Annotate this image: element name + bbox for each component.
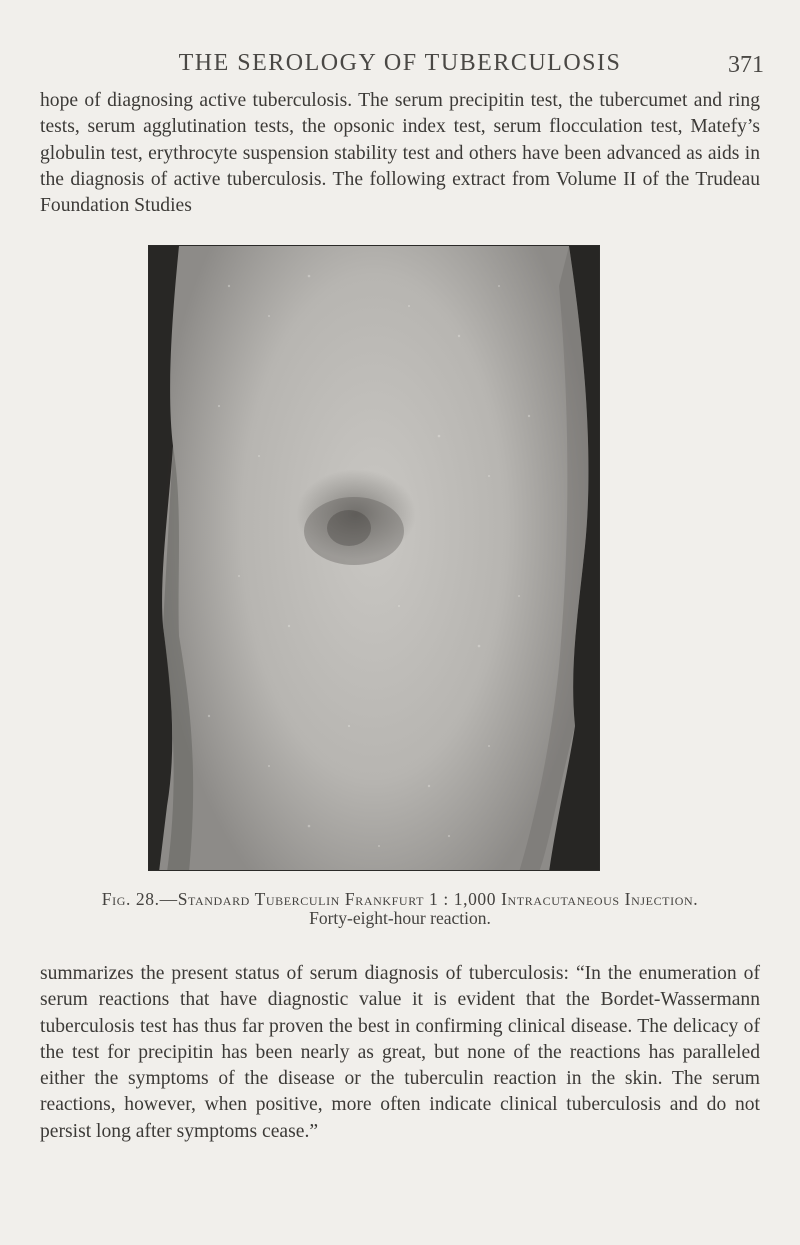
running-head: THE SEROLOGY OF TUBERCULOSIS <box>178 50 622 76</box>
page-number: 371 <box>728 52 764 78</box>
figure-caption-subtitle: Forty-eight-hour reaction. <box>309 908 491 928</box>
figure-caption-title: Fig. 28.—Standard Tuberculin Frankfurt 1 : 1,000 Intracutaneous Injection. <box>101 889 699 909</box>
body-paragraph-top: hope of diagnosing active tuberculosis. The serum precipitin test, the tubercumet and ring tests, serum agglutination tests, the opsonic index test, serum flocculation test, Matefy’s globulin test, erythrocyte suspension stability test and others have been advanced as aids in the diagnosis of active tuberculosis. The following extract from Volume II of the Trudeau Foundation Studies <box>40 90 760 217</box>
reaction-center <box>327 510 371 546</box>
body-paragraph-bottom: summarizes the present status of serum diagnosis of tuberculosis: “In the enumeration of serum reactions that have diagnostic value it is evident that the Bordet-Wassermann tuberculosis test has thus far proven the best in confirming clinical disease. The delicacy of the test for precipitin has been nearly as great, but none of the reactions has paralleled either the symptoms of the disease or the tuberculin reaction in the skin. The serum reactions, however, when positive, more often indicate clinical tuberculosis and do not persist long after symptoms cease.” <box>40 963 760 1142</box>
figure-photograph <box>148 245 600 871</box>
photograph-skin-reaction <box>149 246 600 871</box>
